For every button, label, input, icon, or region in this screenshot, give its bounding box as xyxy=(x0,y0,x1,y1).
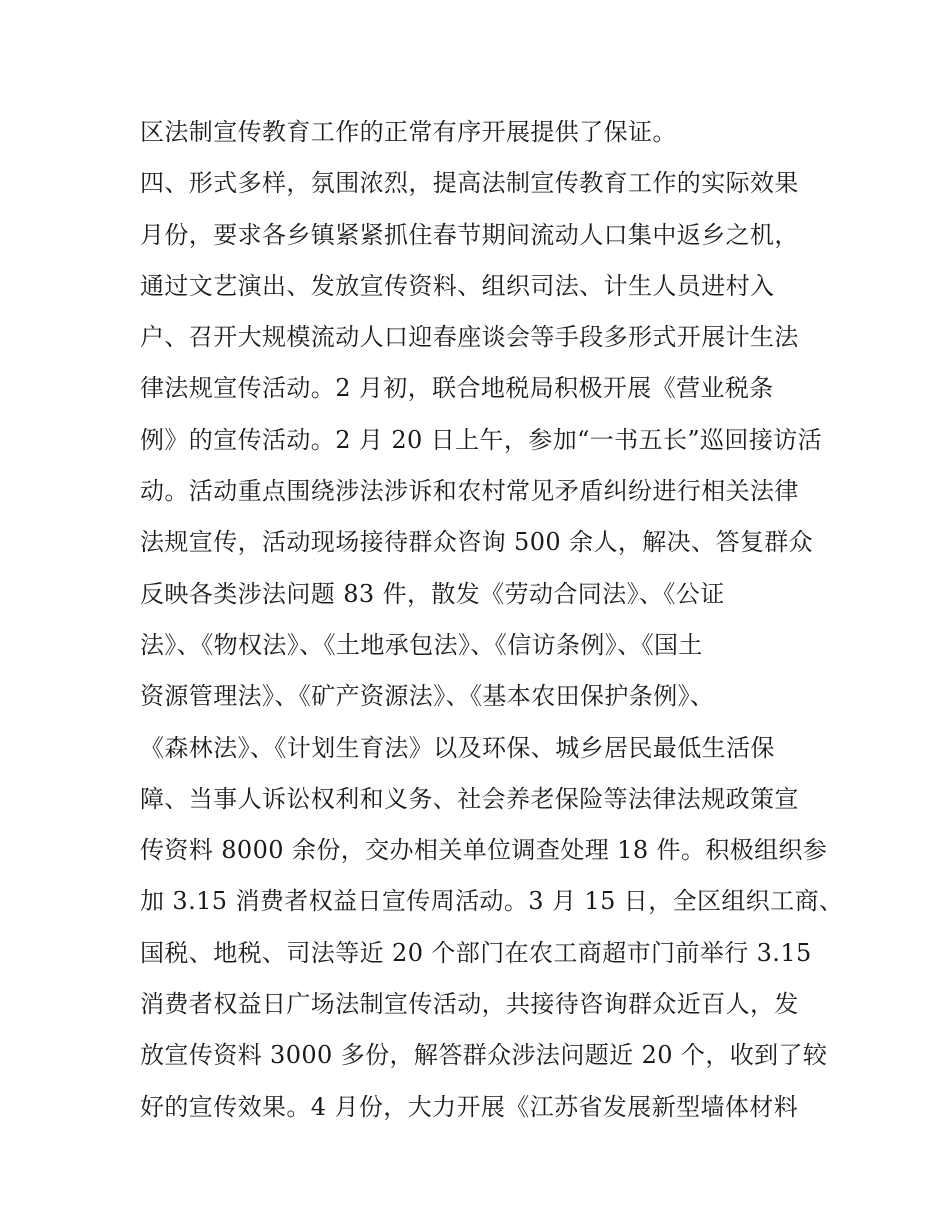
text-line: 反映各类涉法问题 83 件，散发《劳动合同法》、《公证 xyxy=(140,579,725,608)
text-line: 《森林法》、《计划生育法》以及环保、城乡居民最低生活保 xyxy=(140,733,775,762)
text-line: 法规宣传，活动现场接待群众咨询 500 余人，解决、答复群众 xyxy=(140,528,814,557)
text-line: 放宣传资料 3000 多份，解答群众涉法问题近 20 个，收到了较 xyxy=(140,1041,828,1070)
text-line: 法》、《物权法》、《土地承包法》、《信访条例》、《国土 xyxy=(140,630,703,659)
text-line: 国税、地税、司法等近 20 个部门在农工商超市门前举行 3.15 xyxy=(140,938,812,967)
text-line: 传资料 8000 余份，交办相关单位调查处理 18 件。积极组织参 xyxy=(140,836,828,865)
text-line: 四、形式多样，氛围浓烈，提高法制宣传教育工作的实际效果 xyxy=(140,169,799,198)
text-line: 通过文艺演出、发放宣传资料、组织司法、计生人员进村入 xyxy=(140,271,775,300)
text-line: 加 3.15 消费者权益日宣传周活动。3 月 15 日，全区组织工商、 xyxy=(140,887,844,916)
text-line: 好的宣传效果。4 月份，大力开展《江苏省发展新型墙体材料 xyxy=(140,1092,799,1121)
text-line: 消费者权益日广场法制宣传活动，共接待咨询群众近百人，发 xyxy=(140,990,799,1019)
text-line: 月份，要求各乡镇紧紧抓住春节期间流动人口集中返乡之机， xyxy=(140,220,799,249)
text-line: 律法规宣传活动。2 月初，联合地税局积极开展《营业税条 xyxy=(140,374,774,403)
text-line: 障、当事人诉讼权利和义务、社会养老保险等法律法规政策宣 xyxy=(140,784,799,813)
text-line: 例》的宣传活动。2 月 20 日上午，参加“一书五长”巡回接访活 xyxy=(140,425,823,454)
text-line: 区法制宣传教育工作的正常有序开展提供了保证。 xyxy=(140,118,677,146)
text-line: 户、召开大规模流动人口迎春座谈会等手段多形式开展计生法 xyxy=(140,323,799,352)
text-line: 动。活动重点围绕涉法涉诉和农村常见矛盾纠纷进行相关法律 xyxy=(140,477,799,506)
body-text xyxy=(140,107,844,1133)
text-line: 资源管理法》、《矿产资源法》、《基本农田保护条例》、 xyxy=(140,682,715,711)
